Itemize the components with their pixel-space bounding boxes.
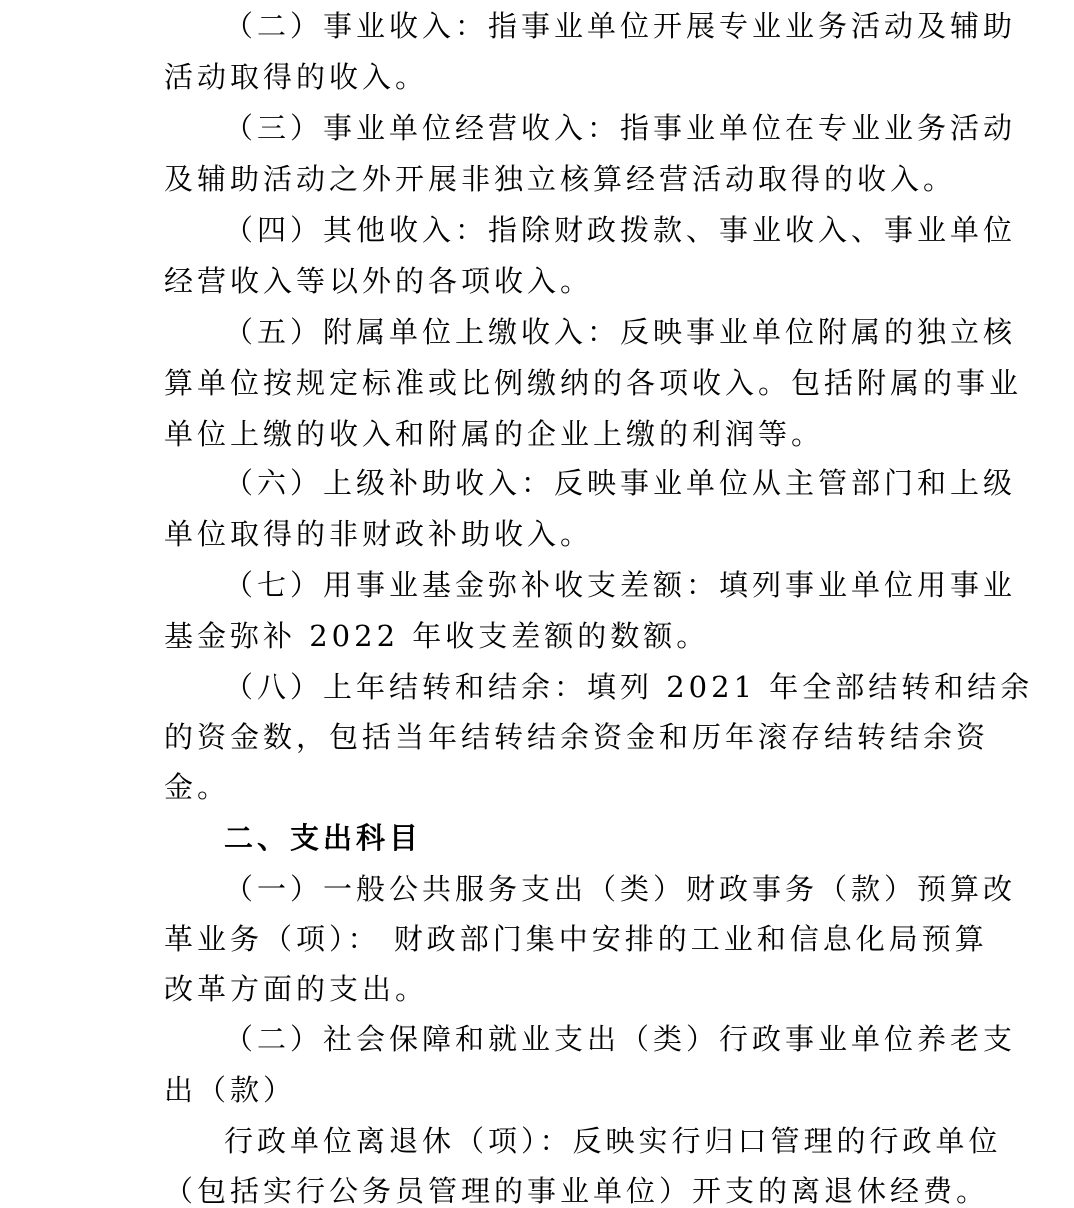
paragraph-line: 及辅助活动之外开展非独立核算经营活动取得的收入。: [164, 162, 957, 196]
paragraph-line: 的资金数，包括当年结转结余资金和历年滚存结转结余资: [164, 720, 990, 754]
paragraph-line: 行政单位离退休（项）：反映实行归口管理的行政单位: [224, 1124, 1002, 1158]
paragraph-line: 出（款）: [164, 1073, 297, 1107]
paragraph-line: 改革方面的支出。: [164, 972, 429, 1006]
paragraph-line: （四）其他收入：指除财政拨款、事业收入、事业单位: [224, 213, 1017, 247]
paragraph-line: 活动取得的收入。: [164, 60, 429, 94]
section-heading: 二、支出科目: [224, 821, 423, 855]
paragraph-line: 单位上缴的收入和附属的企业上缴的利润等。: [164, 417, 825, 451]
paragraph-line: 单位取得的非财政补助收入。: [164, 517, 594, 551]
paragraph-line: （二）社会保障和就业支出（类）行政事业单位养老支: [224, 1022, 1017, 1056]
paragraph-line: （三）事业单位经营收入：指事业单位在专业业务活动: [224, 111, 1017, 145]
paragraph-line: 金。: [164, 770, 231, 804]
paragraph-line: （五）附属单位上缴收入：反映事业单位附属的独立核: [224, 315, 1017, 349]
paragraph-line: （一）一般公共服务支出（类）财政事务（款）预算改: [224, 872, 1017, 906]
paragraph-line: （八）上年结转和结余：填列 2021 年全部结转和结余: [224, 670, 1034, 704]
paragraph-line: （七）用事业基金弥补收支差额：填列事业单位用事业: [224, 568, 1017, 602]
paragraph-line: 算单位按规定标准或比例缴纳的各项收入。包括附属的事业: [164, 366, 1023, 400]
paragraph-line: （六）上级补助收入：反映事业单位从主管部门和上级: [224, 466, 1017, 500]
paragraph-line: （二）事业收入：指事业单位开展专业业务活动及辅助: [224, 9, 1017, 43]
paragraph-line: 基金弥补 2022 年收支差额的数额。: [164, 619, 710, 653]
paragraph-line: （包括实行公务员管理的事业单位）开支的离退休经费。: [164, 1174, 990, 1208]
paragraph-line: 经营收入等以外的各项收入。: [164, 264, 594, 298]
paragraph-line: 革业务（项）： 财政部门集中安排的工业和信息化局预算: [164, 922, 988, 956]
